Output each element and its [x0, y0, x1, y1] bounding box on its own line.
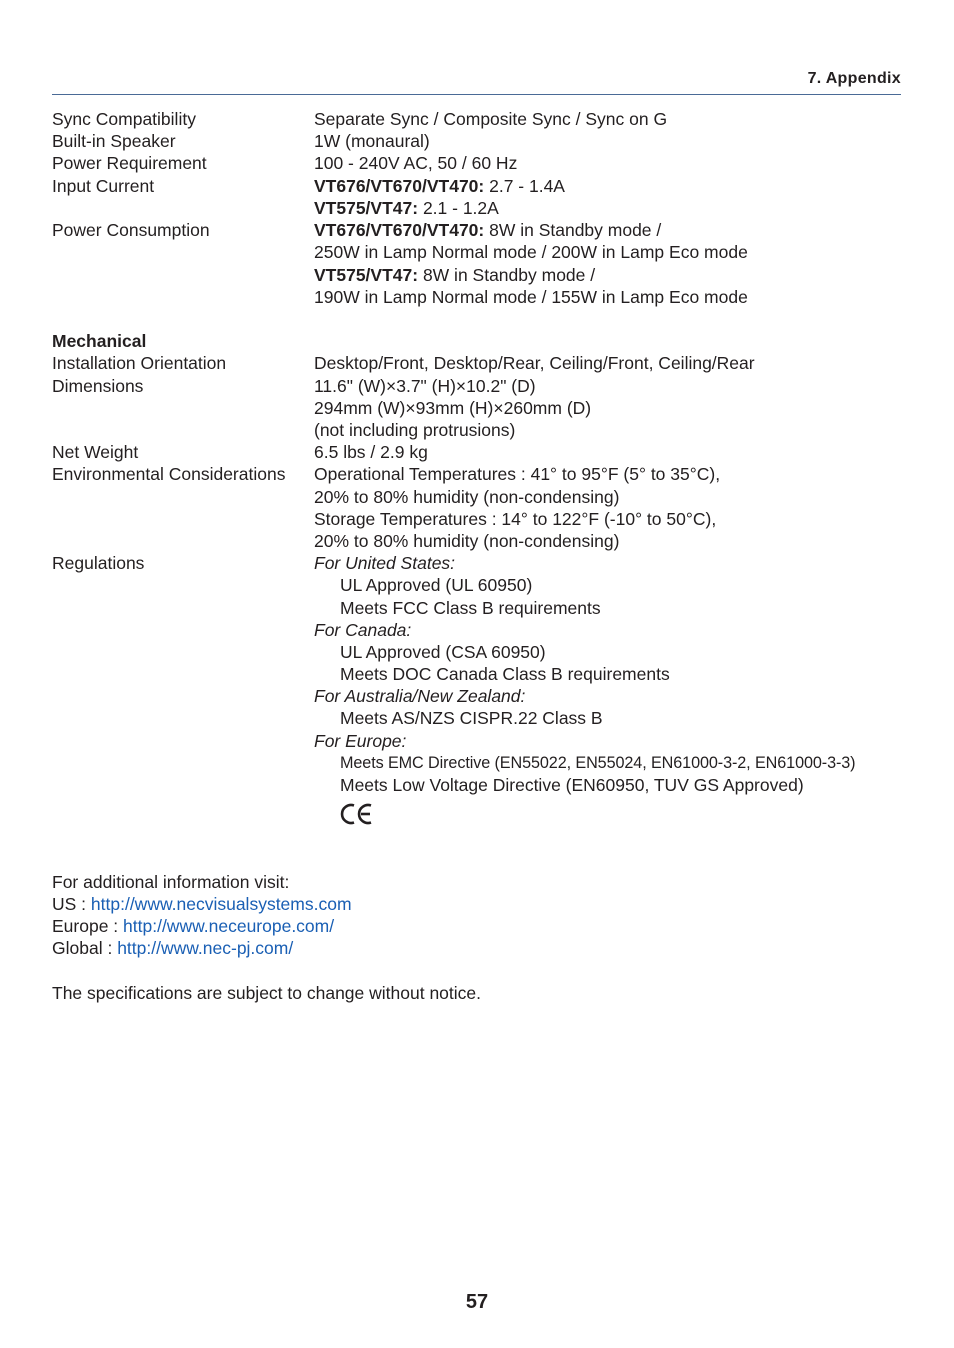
model-name: VT676/VT670/VT470:	[314, 220, 485, 240]
global-link[interactable]: http://www.nec-pj.com/	[117, 938, 294, 958]
environmental-label: Environmental Considerations	[52, 464, 286, 484]
speaker-label: Built-in Speaker	[52, 131, 176, 151]
speaker-value: 1W (monaural)	[314, 131, 430, 151]
power-consumption-label: Power Consumption	[52, 220, 210, 240]
ce-mark-icon	[340, 801, 374, 827]
model-name: VT676/VT670/VT470:	[314, 176, 485, 196]
regulation-us-item: Meets FCC Class B requirements	[340, 598, 601, 618]
input-current-line-2	[314, 197, 499, 219]
model-name: VT575/VT47:	[314, 265, 419, 285]
input-current-value: 2.1 - 1.2A	[418, 198, 499, 218]
info-intro: For additional information visit:	[52, 872, 290, 892]
europe-link[interactable]: http://www.neceurope.com/	[123, 916, 335, 936]
info-us-label: US :	[52, 894, 91, 914]
info-europe-line	[52, 915, 334, 937]
info-global-line	[52, 937, 293, 959]
power-requirement-label: Power Requirement	[52, 153, 207, 173]
sync-value: Separate Sync / Composite Sync / Sync on G	[314, 109, 668, 129]
power-requirement-value: 100 - 240V AC, 50 / 60 Hz	[314, 153, 518, 173]
input-current-line-1	[314, 175, 565, 197]
power-consumption-line-3	[314, 264, 595, 286]
regulation-europe-item: Meets Low Voltage Directive (EN60950, TUV GS Approved)	[340, 775, 804, 795]
info-us-line	[52, 893, 352, 915]
regulation-australia-item: Meets AS/NZS CISPR.22 Class B	[340, 708, 603, 728]
power-consumption-line-4: 190W in Lamp Normal mode / 155W in Lamp Eco mode	[314, 287, 748, 307]
page-number: 57	[465, 1291, 489, 1313]
regulation-canada-item: Meets DOC Canada Class B requirements	[340, 664, 670, 684]
dimensions-inches: 11.6" (W)×3.7" (H)×10.2" (D)	[314, 376, 536, 396]
regulation-canada-item: UL Approved (CSA 60950)	[340, 642, 546, 662]
storage-humidity: 20% to 80% humidity (non-condensing)	[314, 531, 620, 551]
us-link[interactable]: http://www.necvisualsystems.com	[90, 894, 352, 914]
net-weight-label: Net Weight	[52, 442, 139, 462]
mechanical-heading: Mechanical	[52, 331, 147, 351]
regulation-us-heading: For United States:	[314, 553, 456, 573]
power-consumption-value: 8W in Standby mode /	[418, 265, 596, 285]
section-title: 7. Appendix	[807, 70, 901, 87]
regulation-us-item: UL Approved (UL 60950)	[340, 575, 533, 595]
operational-humidity: 20% to 80% humidity (non-condensing)	[314, 487, 620, 507]
sync-label: Sync Compatibility	[52, 109, 196, 129]
power-consumption-line-1	[314, 219, 661, 241]
regulation-europe-heading: For Europe:	[314, 731, 407, 751]
header-divider	[52, 94, 901, 95]
dimensions-note: (not including protrusions)	[314, 420, 516, 440]
dimensions-label: Dimensions	[52, 376, 144, 396]
regulation-australia-heading: For Australia/New Zealand:	[314, 686, 526, 706]
net-weight-value: 6.5 lbs / 2.9 kg	[314, 442, 428, 462]
operational-temperatures: Operational Temperatures : 41° to 95°F (5° to 35°C),	[314, 464, 721, 484]
regulation-canada-heading: For Canada:	[314, 620, 412, 640]
info-europe-label: Europe :	[52, 916, 124, 936]
input-current-label: Input Current	[52, 176, 155, 196]
orientation-label: Installation Orientation	[52, 353, 227, 373]
info-global-label: Global :	[52, 938, 118, 958]
orientation-value: Desktop/Front, Desktop/Rear, Ceiling/Front, Ceiling/Rear	[314, 353, 755, 373]
power-consumption-line-2: 250W in Lamp Normal mode / 200W in Lamp Eco mode	[314, 242, 748, 262]
input-current-value: 2.7 - 1.4A	[484, 176, 565, 196]
dimensions-mm: 294mm (W)×93mm (H)×260mm (D)	[314, 398, 592, 418]
power-consumption-value: 8W in Standby mode /	[484, 220, 662, 240]
change-notice: The specifications are subject to change without notice.	[52, 983, 481, 1003]
regulation-europe-item: Meets EMC Directive (EN55022, EN55024, EN61000-3-2, EN61000-3-3)	[340, 754, 856, 772]
model-name: VT575/VT47:	[314, 198, 419, 218]
regulations-label: Regulations	[52, 553, 145, 573]
storage-temperatures: Storage Temperatures : 14° to 122°F (-10° to 50°C),	[314, 509, 717, 529]
